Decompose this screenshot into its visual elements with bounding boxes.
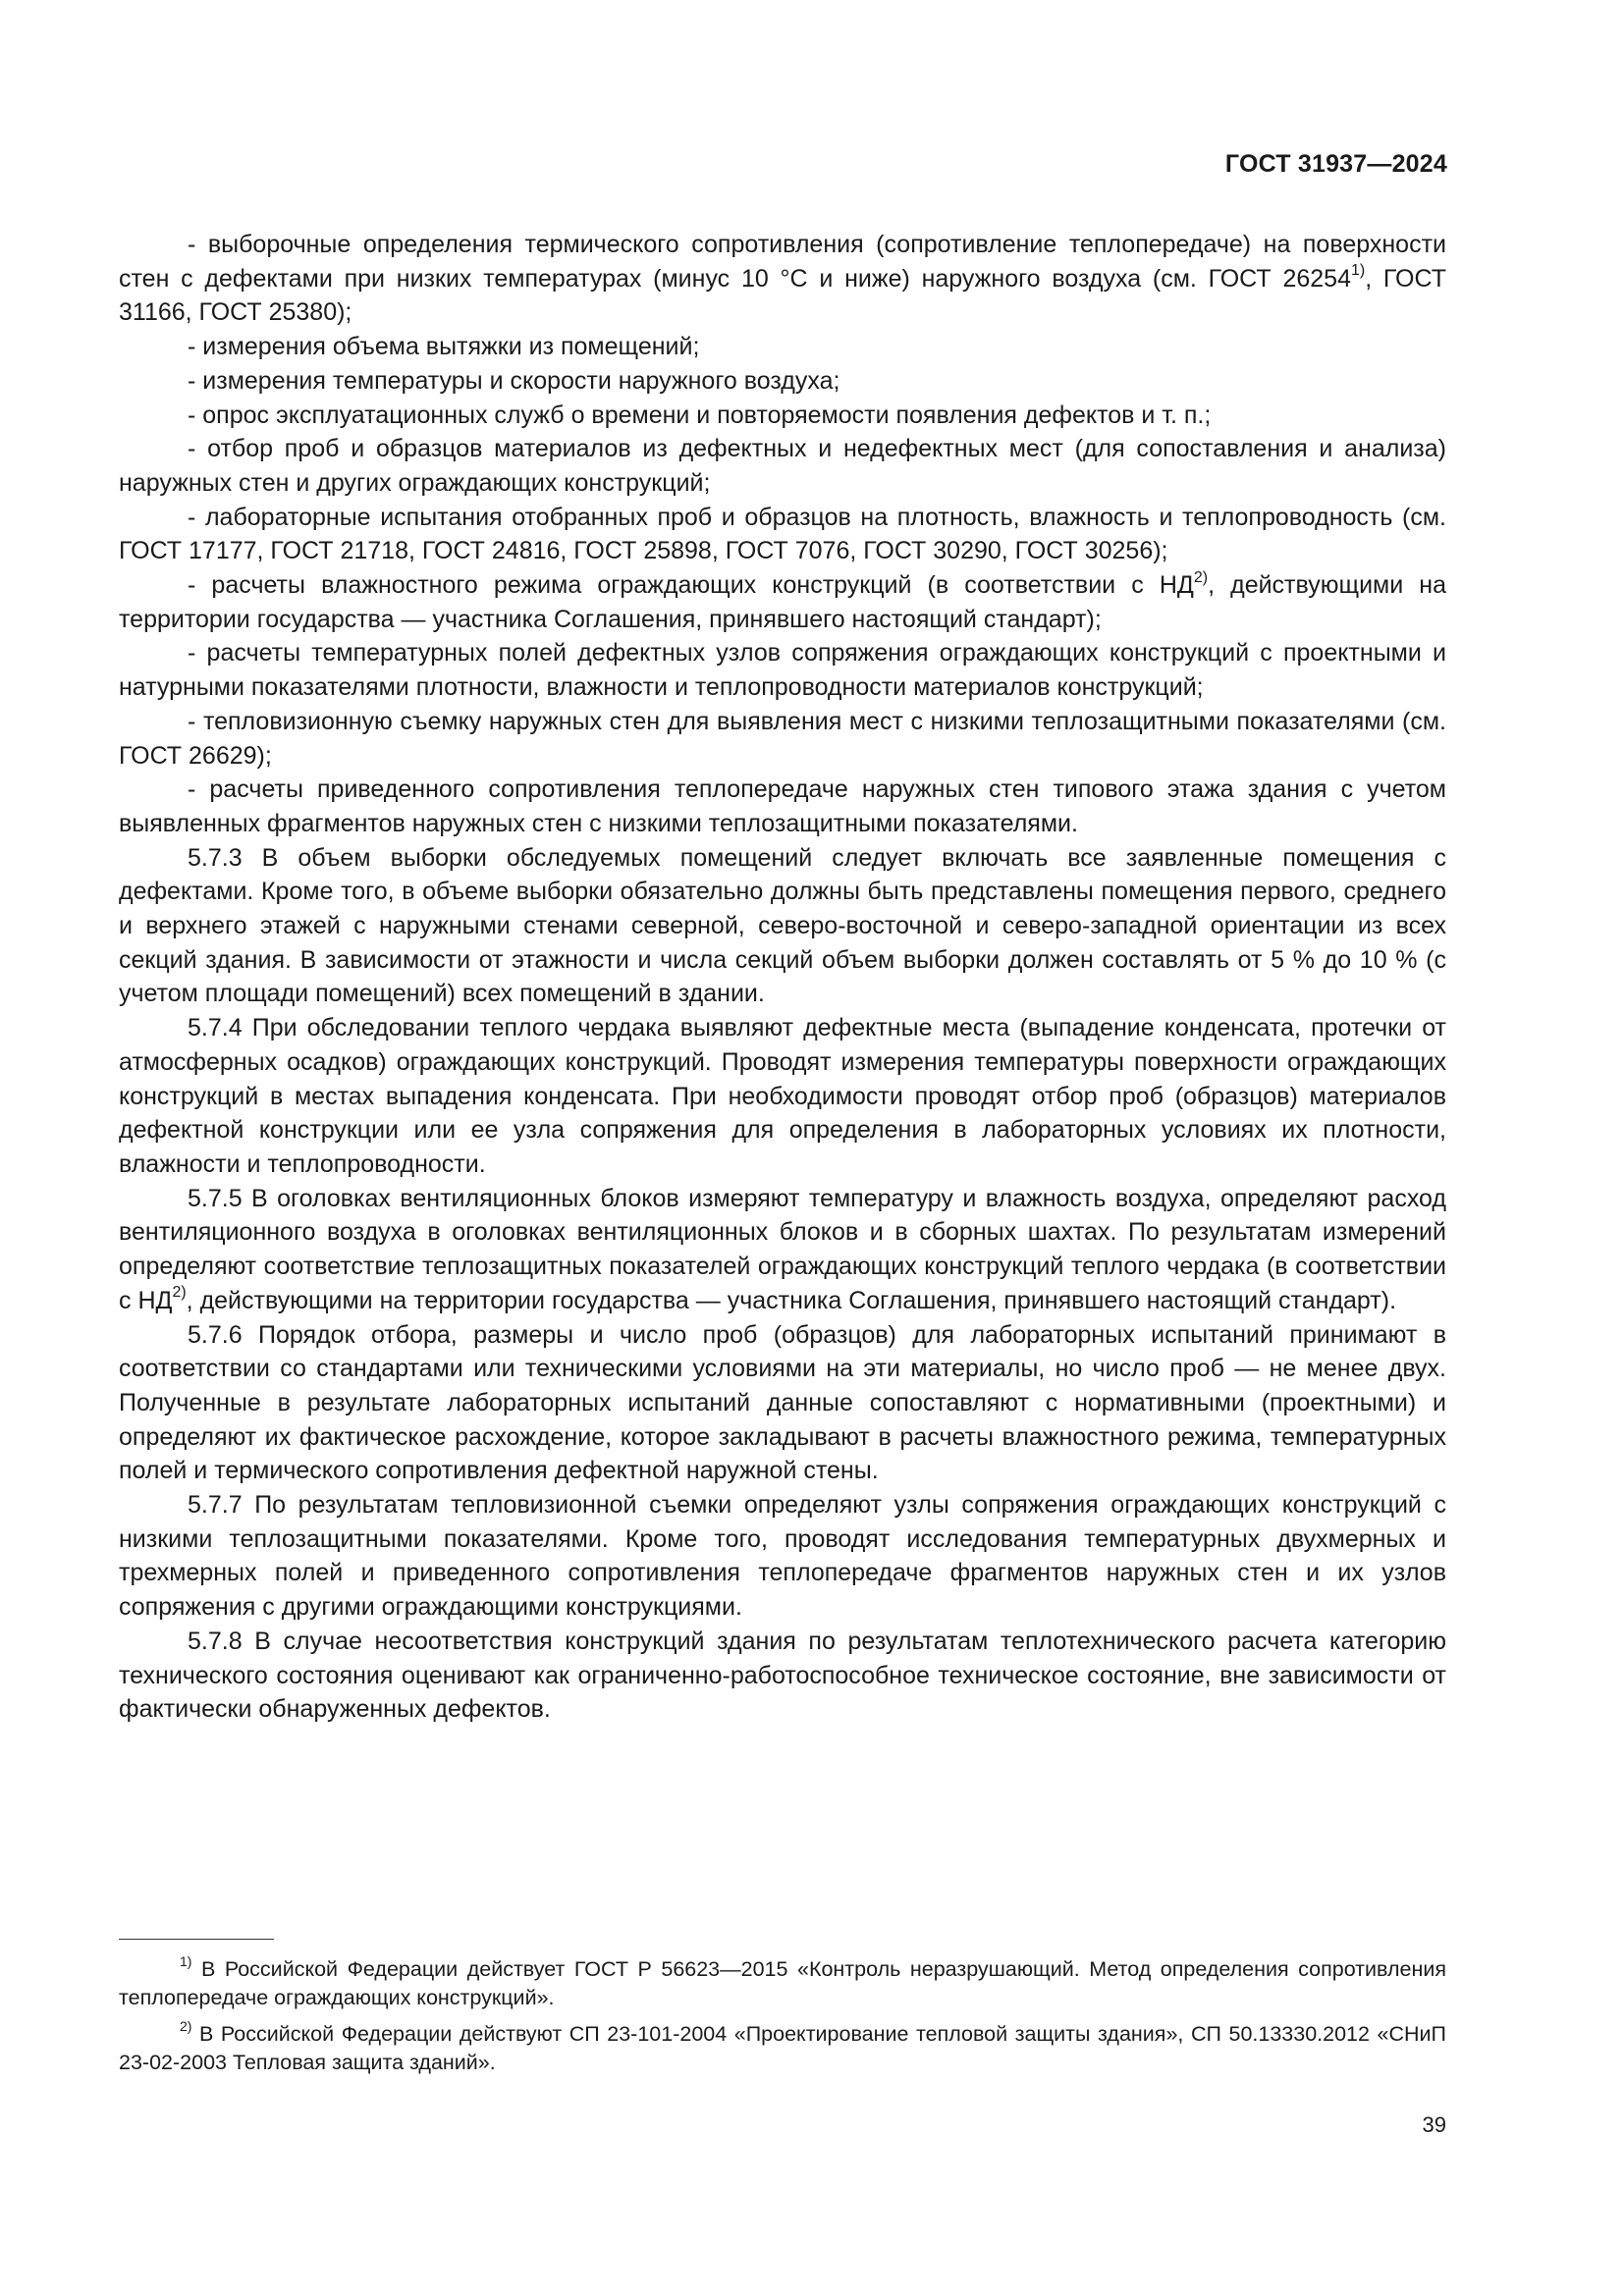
- paragraph-text: - опрос эксплуатационных служб о времени и повторяемости появления дефектов и т. п.;: [188, 400, 1212, 429]
- paragraph-text: - измерения температуры и скорости наружного воздуха;: [188, 366, 840, 395]
- paragraph-5-7-8: [119, 1625, 1446, 1727]
- footnotes: [119, 1952, 1446, 2085]
- paragraph-text: 5.7.3 В объем выборки обследуемых помещений следует включать все заявленные помещения с дефектами. Кроме того, в объеме выборки обязательно должны быть представлены помещения первого, среднего и верхнего этажей с наружными стенами северной, северо-восточной и северо-западной ориентации из всех секций здания. В зависимости от этажности и числа секций объем выборки должен составлять от 5 % до 10 % (с учетом площади помещений) всех помещений в здании.: [119, 843, 1446, 1008]
- footnote-ref: 2): [172, 1284, 187, 1302]
- paragraph-text: 5.7.5 В оголовках вентиляционных блоков измеряют температуру и влажность воздуха, определяют расход вентиляционного воздуха в оголовках вентиляционных блоков и в сборных шахтах. По результатам измерений определяют соответствие теплозащитных показателей ограждающих конструкций теплого чердака (в соответствии с НД: [119, 1184, 1446, 1314]
- paragraph: [119, 568, 1446, 636]
- footnote-ref: 1): [1350, 262, 1366, 280]
- paragraph: [119, 773, 1446, 840]
- paragraph: [119, 399, 1446, 433]
- paragraph-text: - отбор проб и образцов материалов из дефектных и недефектных мест (для сопоставления и анализа) наружных стен и других ограждающих конструкций;: [119, 435, 1446, 497]
- paragraph-5-7-7: [119, 1488, 1446, 1625]
- paragraph: [119, 330, 1446, 364]
- paragraph-text: 5.7.8 В случае несоответствия конструкций здания по результатам теплотехнического расчета категорию технического состояния оценивают как ограниченно-работоспособное техническое состояние, вне зависимости от фактически обнаруженных дефектов.: [119, 1627, 1446, 1724]
- paragraph-text: 5.7.4 При обследовании теплого чердака выявляют дефектные места (выпадение конденсата, протечки от атмосферных осадков) ограждающих конструкций. Проводят измерения температуры поверхности ограждающих конструкций в местах выпадения конденсата. При необходимости проводят отбор проб (образцов) материалов дефектной конструкции или ее узла сопряжения для определения в лабораторных условиях их плотности, влажности и теплопроводности.: [119, 1014, 1446, 1178]
- paragraph-text: - измерения объема вытяжки из помещений;: [188, 333, 700, 361]
- paragraph: [119, 228, 1446, 330]
- paragraph-text: - выборочные определения термического сопротивления (сопротивление теплопередаче) на поверхности стен с дефектами при низких температурах (минус 10 °C и ниже) наружного воздуха (см. ГОСТ 26254: [119, 231, 1446, 293]
- paragraph: [119, 432, 1446, 500]
- paragraph: [119, 364, 1446, 399]
- footnote: [119, 2017, 1446, 2077]
- paragraph: [119, 501, 1446, 568]
- paragraph-text: - расчеты температурных полей дефектных узлов сопряжения ограждающих конструкций с проектными и натурными показателями плотности, влажности и теплопроводности материалов конструкций;: [119, 639, 1446, 702]
- paragraph: [119, 636, 1446, 704]
- paragraph-5-7-5: [119, 1182, 1446, 1318]
- paragraph-text-tail: , действующими на территории государства — участника Соглашения, принявшего настоящий стандарт).: [186, 1286, 1397, 1314]
- paragraph-text: - тепловизионную съемку наружных стен для выявления мест с низкими теплозащитными показателями (см. ГОСТ 26629);: [119, 707, 1446, 770]
- page-number: 39: [1422, 2112, 1446, 2137]
- standard-header: ГОСТ 31937—2024: [1224, 150, 1447, 178]
- paragraph: [119, 705, 1446, 773]
- paragraph-text: - лабораторные испытания отобранных проб и образцов на плотность, влажность и теплопроводность (см. ГОСТ 17177, ГОСТ 21718, ГОСТ 24816, ГОСТ 25898, ГОСТ 7076, ГОСТ 30290, ГОСТ 30256);: [119, 503, 1446, 565]
- paragraph-text: 5.7.7 По результатам тепловизионной съемки определяют узлы сопряжения ограждающих конструкций с низкими теплозащитными показателями. Кроме того, проводят исследования температурных двухмерных и трехмерных полей и приведенного сопротивления теплопередаче фрагментов наружных стен и их узлов сопряжения с другими ограждающими конструкциями.: [119, 1491, 1446, 1622]
- footnote-mark: 2): [180, 2017, 192, 2034]
- paragraph-text: - расчеты приведенного сопротивления теплопередаче наружных стен типового этажа здания с учетом выявленных фрагментов наружных стен с низкими теплозащитными показателями.: [119, 775, 1446, 837]
- paragraph-text-tail: , действующими на территории государства — участника Соглашения, принявшего настоящий стандарт);: [119, 571, 1446, 633]
- footnote-text: В Российской Федерации действует ГОСТ Р 56623—2015 «Контроль неразрушающий. Метод определения сопротивления теплопередаче ограждающих конструкций».: [119, 1957, 1446, 2009]
- paragraph-5-7-4: [119, 1011, 1446, 1182]
- footnote: [119, 1952, 1446, 2012]
- paragraph-5-7-3: [119, 841, 1446, 1012]
- footnote-mark: 1): [180, 1952, 192, 1969]
- footnote-text: В Российской Федерации действуют СП 23-101-2004 «Проектирование тепловой защиты здания», СП 50.13330.2012 «СНиП 23-02-2003 Тепловая защита зданий».: [119, 2022, 1446, 2074]
- paragraph-text: 5.7.6 Порядок отбора, размеры и число проб (образцов) для лабораторных испытаний принимают в соответствии со стандартами или техническими условиями на эти материалы, но число проб — не менее двух. Полученные в результате лабораторных испытаний данные сопоставляют с нормативными (проектными) и определяют их фактическое расхождение, которое закладывают в расчеты влажностного режима, температурных полей и термического сопротивления дефектной наружной стены.: [119, 1320, 1446, 1485]
- paragraph-text: - расчеты влажностного режима ограждающих конструкций (в соответствии с НД: [188, 571, 1194, 600]
- footnote-ref: 2): [1193, 568, 1209, 586]
- footnote-separator: [119, 1939, 274, 1940]
- paragraph-5-7-6: [119, 1318, 1446, 1489]
- paragraph-text-tail: , ГОСТ 31166, ГОСТ 25380);: [119, 264, 1446, 327]
- body-text: [119, 228, 1446, 1727]
